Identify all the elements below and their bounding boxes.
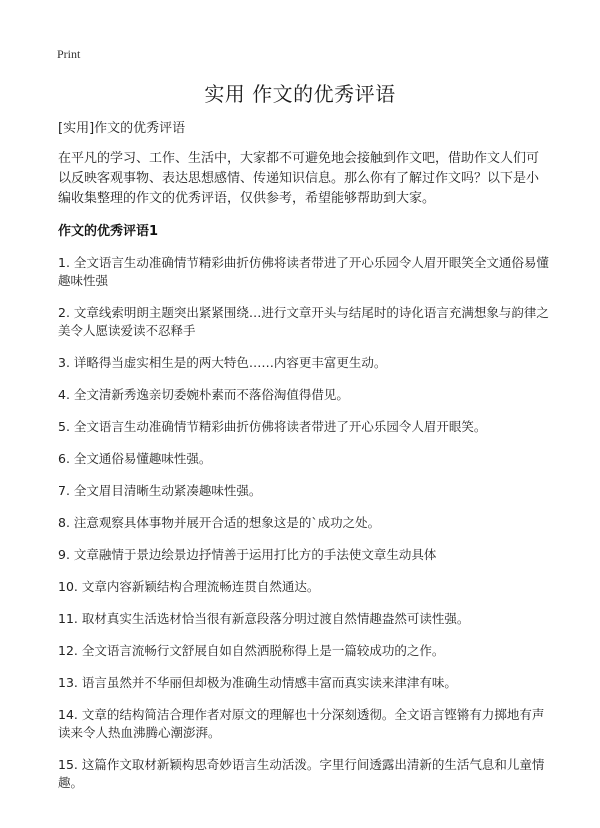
evaluation-item: 3. 详略得当虚实相生是的两大特色……内容更丰富更生动。	[58, 355, 387, 370]
document-body	[58, 119, 550, 806]
evaluation-item: 9. 文章融情于景边绘景边抒情善于运用打比方的手法使文章生动具体	[58, 547, 437, 562]
evaluation-item: 7. 全文眉目清晰生动紧凑趣味性强。	[58, 483, 262, 498]
evaluation-item: 6. 全文通俗易懂趣味性强。	[58, 451, 212, 466]
evaluation-item: 14. 文章的结构简洁合理作者对原文的理解也十分深刻透彻。全文语言铿锵有力掷地有声读来令人热血沸腾心潮澎湃。	[58, 707, 545, 740]
document-subtitle: [实用]作文的优秀评语	[58, 121, 186, 136]
print-link[interactable]: Print	[57, 47, 81, 61]
evaluation-item: 11. 取材真实生活选材恰当很有新意段落分明过渡自然情趣盎然可读性强。	[58, 611, 470, 626]
section-heading: 作文的优秀评语1	[58, 224, 159, 239]
evaluation-item: 12. 全文语言流畅行文舒展自如自然洒脱称得上是一篇较成功的之作。	[58, 643, 445, 658]
evaluation-item: 8. 注意观察具体事物并展开合适的想象这是的`成功之处。	[58, 515, 381, 530]
evaluation-item: 10. 文章内容新颖结构合理流畅连贯自然通达。	[58, 579, 320, 594]
evaluation-item: 15. 这篇作文取材新颖构思奇妙语言生动活泼。字里行间透露出清新的生活气息和儿童情趣。	[58, 757, 545, 790]
evaluation-item: 1. 全文语言生动准确情节精彩曲折仿佛将读者带进了开心乐园令人眉开眼笑全文通俗易懂趣味性强	[58, 255, 549, 288]
evaluation-item: 4. 全文清新秀逸亲切委婉朴素而不落俗淘值得借见。	[58, 387, 349, 402]
evaluation-list	[58, 254, 550, 792]
evaluation-item: 5. 全文语言生动准确情节精彩曲折仿佛将读者带进了开心乐园令人眉开眼笑。	[58, 419, 487, 434]
evaluation-item: 2. 文章线索明朗主题突出紧紧围绕…进行文章开头与结尾时的诗化语言充满想象与韵律之美令人愿读爱读不忍释手	[58, 305, 549, 338]
page-title: 实用 作文的优秀评语	[204, 82, 396, 106]
evaluation-item: 13. 语言虽然并不华丽但却极为准确生动情感丰富而真实读来津津有味。	[58, 675, 457, 690]
intro-paragraph: 在平凡的学习、工作、生活中，大家都不可避免地会接触到作文吧，借助作文人们可以反映客观事物、表达思想感情、传递知识信息。那么你有了解过作文吗？以下是小编收集整理的作文的优秀评语，仅供参考，希望能够帮助到大家。	[58, 151, 540, 206]
